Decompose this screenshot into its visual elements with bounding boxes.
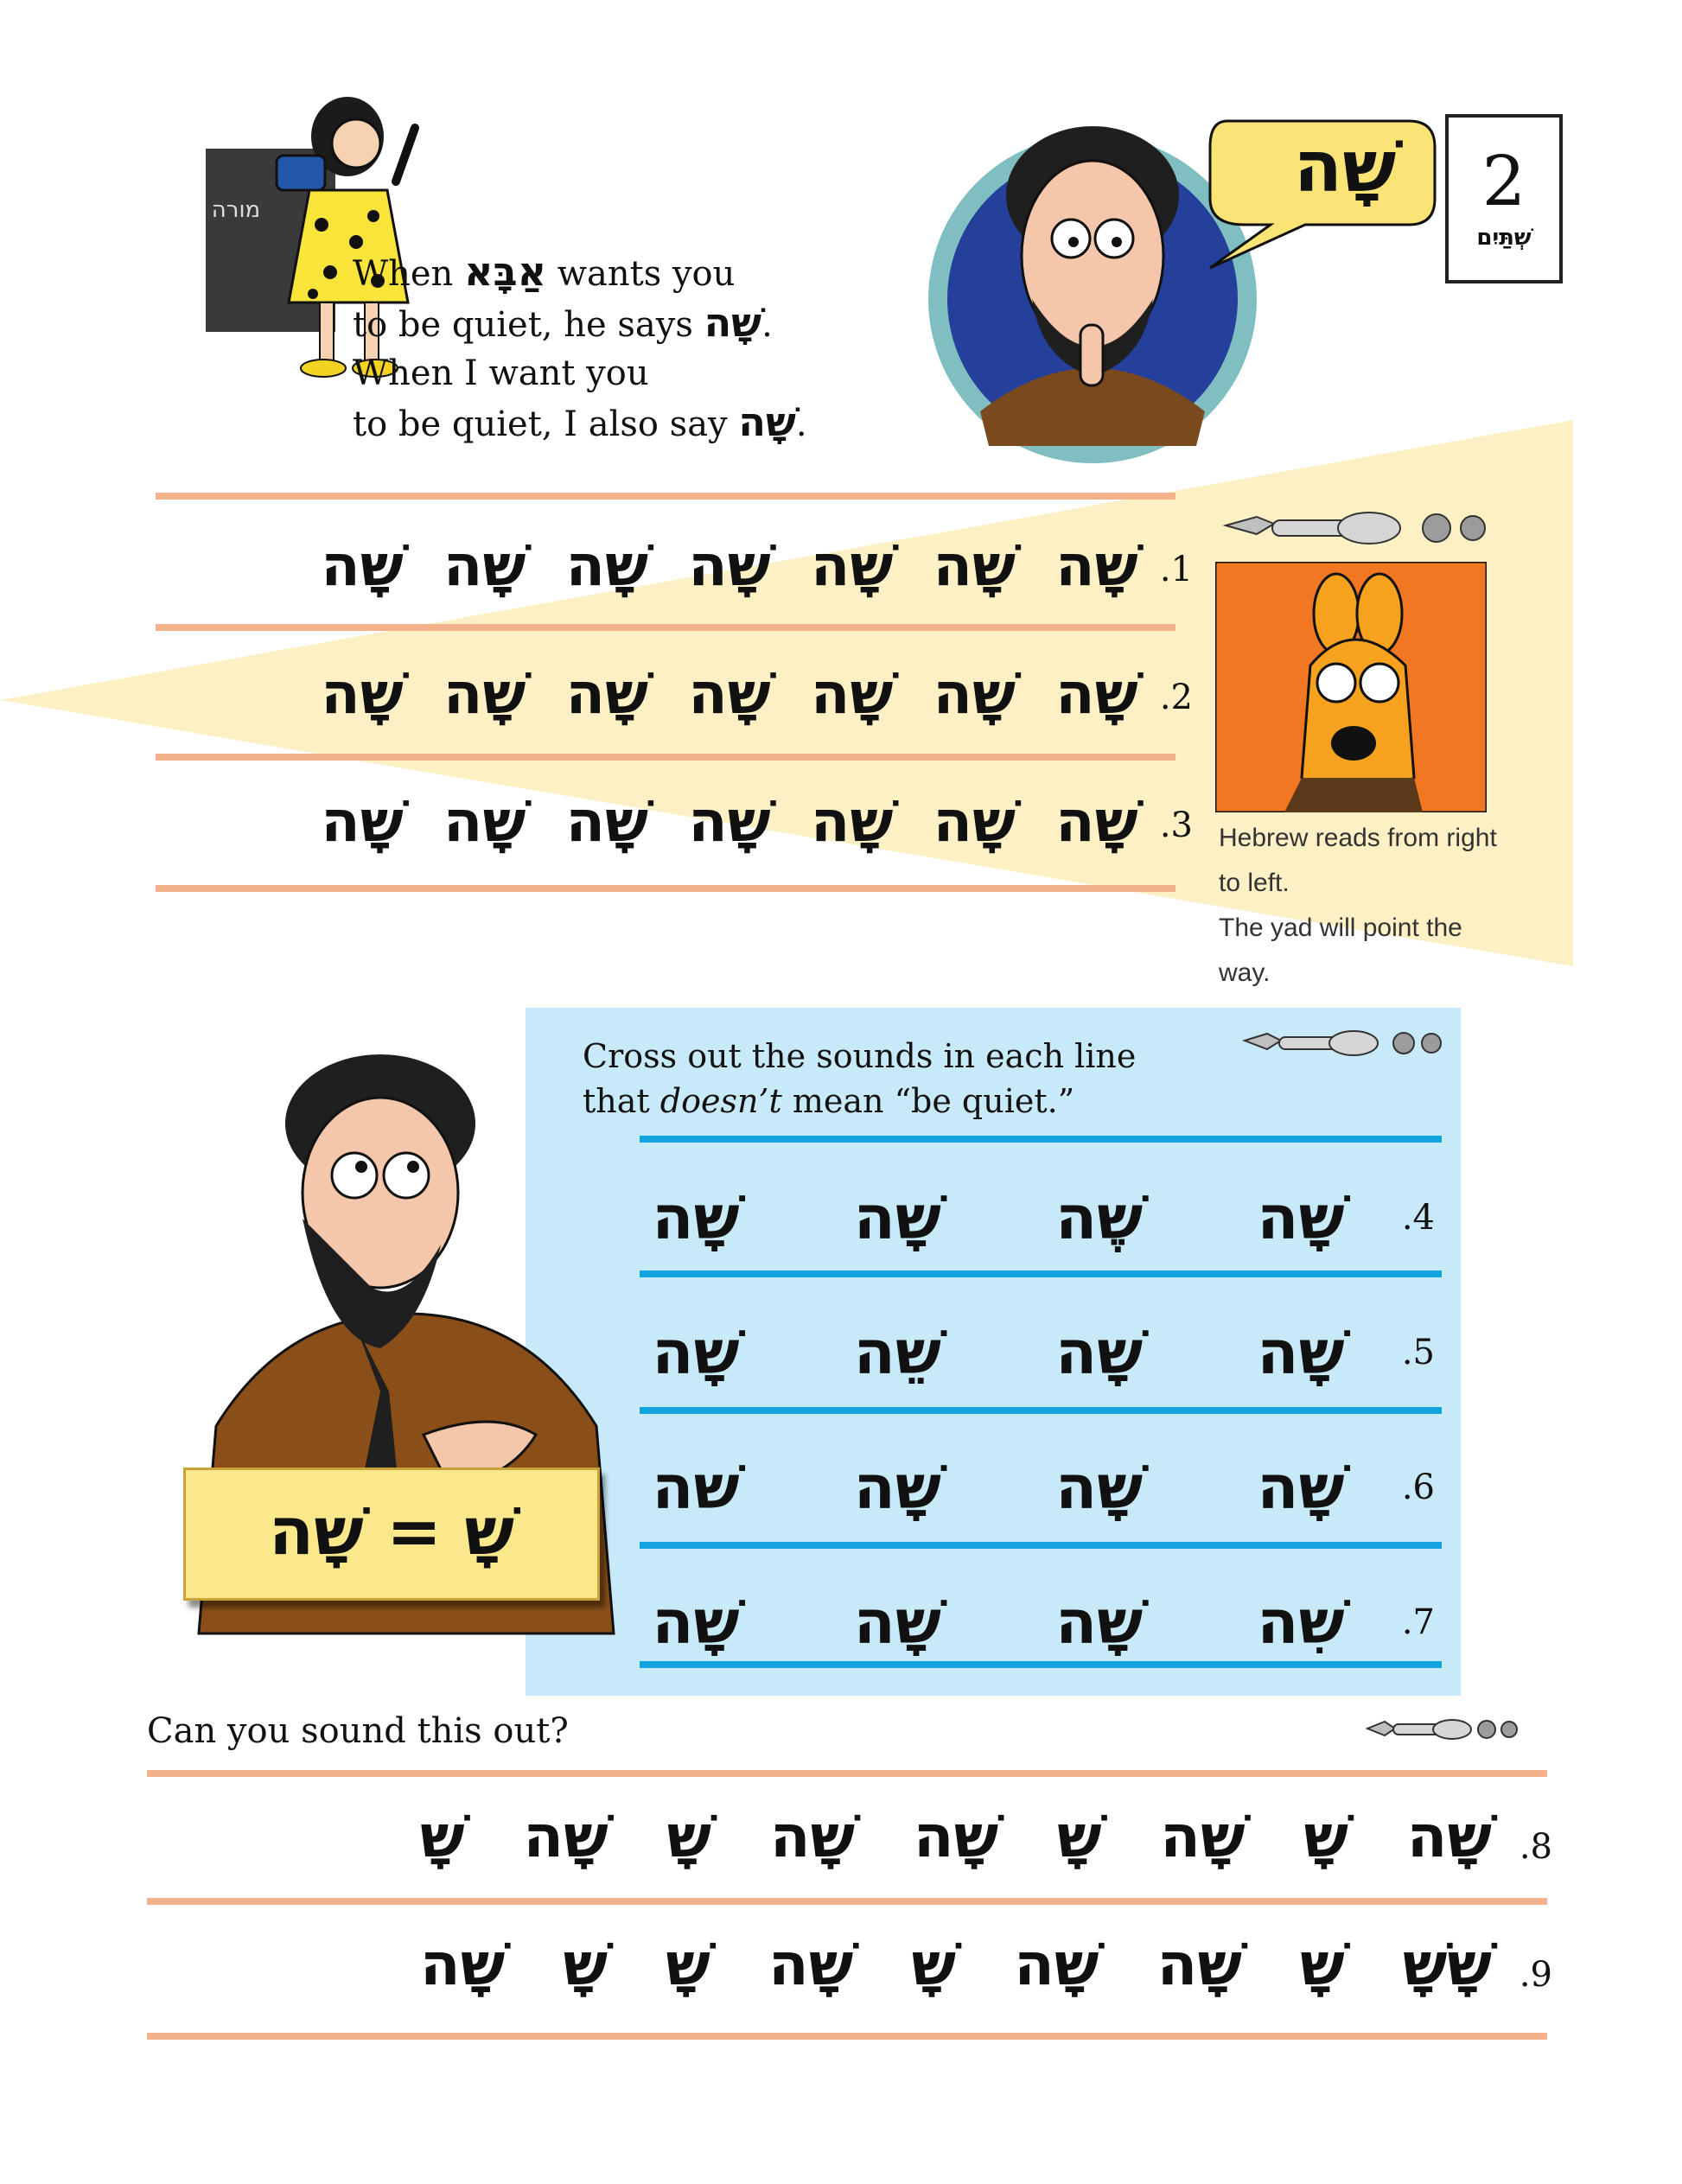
dog-picture — [1215, 562, 1487, 812]
hebrew-syllable: שָׁ — [666, 1803, 712, 1871]
yad-pointer-icon — [1222, 505, 1499, 553]
hebrew-syllable: שָׁה — [1406, 1803, 1492, 1871]
yad-caption — [1219, 816, 1504, 996]
intro-paragraph — [353, 247, 837, 449]
yad-pointer-icon — [1241, 1025, 1449, 1063]
hebrew-syllable: שָׁה — [443, 532, 526, 599]
page-number: 2 — [1481, 141, 1526, 221]
intro-hebrew-word: אַבָּא — [464, 248, 547, 295]
instruction-text: mean “be quiet.” — [792, 1082, 1075, 1120]
reading-row-3 — [321, 783, 1193, 869]
hebrew-syllable: שָׁ — [911, 1931, 957, 1999]
hebrew-syllable: שָׁה — [565, 788, 649, 855]
row-number: .8 — [1519, 1827, 1552, 1867]
hebrew-syllable: שָׁה — [688, 532, 771, 599]
hebrew-syllable[interactable]: שָׁה — [853, 1587, 941, 1658]
hebrew-syllable[interactable]: שָׁה — [652, 1182, 740, 1253]
exercise-divider — [640, 1136, 1442, 1143]
yad-caption-line: Hebrew reads from right to left. — [1219, 824, 1497, 897]
exercise-divider — [640, 1542, 1442, 1549]
yad-pointer-icon — [1366, 1715, 1521, 1746]
reading-row-1 — [321, 527, 1193, 614]
hebrew-syllable[interactable]: שָׁה — [1055, 1452, 1144, 1523]
hebrew-syllable[interactable]: שָׁה — [1257, 1182, 1345, 1253]
yad-caption-line: The yad will point the way. — [1219, 914, 1462, 987]
hebrew-syllable: שָׁשָׁ — [1402, 1931, 1492, 1999]
hebrew-syllable[interactable]: שָׁה — [1257, 1317, 1345, 1388]
hebrew-syllable: שָׁה — [565, 660, 649, 727]
hebrew-syllable[interactable]: שָׁה — [1257, 1452, 1345, 1523]
hebrew-syllable: שָׁה — [443, 788, 526, 855]
row-number: .3 — [1159, 805, 1193, 845]
sound-out-row-9 — [147, 1910, 1552, 2031]
exercise-row-4 — [640, 1149, 1435, 1270]
instruction-text: that — [583, 1082, 650, 1120]
hebrew-syllable[interactable]: שֵׁה — [853, 1317, 941, 1388]
hebrew-syllable: שָׁה — [523, 1803, 608, 1871]
hebrew-syllable[interactable]: שָׁה — [1055, 1587, 1144, 1658]
hebrew-syllable: שָׁה — [768, 1931, 854, 1999]
hebrew-syllable: שָׁ — [666, 1931, 710, 1999]
hebrew-syllable: שָׁ — [420, 1803, 465, 1871]
row-number: .1 — [1159, 550, 1193, 589]
hebrew-syllable: שָׁה — [420, 1931, 506, 1999]
exercise-instruction — [583, 1034, 1274, 1124]
hebrew-syllable: שָׁ — [563, 1931, 608, 1999]
exercise-row-7 — [640, 1554, 1435, 1675]
hebrew-syllable[interactable]: שָׁה — [1055, 1317, 1144, 1388]
hebrew-syllable: שָׁה — [1160, 1803, 1246, 1871]
exercise-divider — [640, 1407, 1442, 1414]
row-number: .5 — [1401, 1333, 1435, 1372]
hebrew-syllable[interactable]: שָׁה — [853, 1452, 941, 1523]
row-divider — [156, 493, 1175, 500]
intro-hebrew-word: שָׁה — [704, 299, 762, 346]
hebrew-syllable: שָׁה — [810, 660, 894, 727]
row-divider — [156, 754, 1175, 761]
sound-out-question: Can you sound this out? — [147, 1711, 569, 1751]
exercise-divider — [640, 1661, 1442, 1668]
hebrew-syllable: שָׁ — [1056, 1803, 1102, 1871]
row-number: .9 — [1519, 1955, 1552, 1995]
page-number-box — [1445, 114, 1563, 283]
hebrew-syllable: שָׁה — [933, 788, 1016, 855]
hebrew-syllable: שָׁה — [810, 788, 894, 855]
exercise-divider — [640, 1270, 1442, 1277]
hebrew-syllable: שָׁה — [321, 660, 404, 727]
intro-text: . — [795, 404, 807, 444]
exercise-row-6 — [640, 1419, 1435, 1540]
hebrew-syllable: שָׁה — [1156, 1931, 1242, 1999]
intro-hebrew-word: שָׁה — [738, 398, 796, 445]
hebrew-syllable: שָׁה — [810, 532, 894, 599]
exercise-row-5 — [640, 1284, 1435, 1405]
hebrew-syllable[interactable]: שׁה — [652, 1452, 740, 1523]
speech-bubble-text: שָׁה — [1293, 126, 1397, 208]
hebrew-syllable: שָׁה — [688, 660, 771, 727]
row-number: .7 — [1401, 1602, 1435, 1642]
intro-text: wants you — [557, 254, 736, 294]
hebrew-syllable[interactable]: שָׁה — [853, 1182, 941, 1253]
row-divider — [147, 1898, 1547, 1905]
hebrew-syllable: שָׁה — [933, 660, 1016, 727]
equation-sign-text: שָׁ = שָׁה — [268, 1493, 515, 1570]
row-divider — [156, 885, 1175, 892]
hebrew-syllable[interactable]: שֶׁה — [1055, 1182, 1144, 1253]
row-number: .4 — [1401, 1198, 1435, 1238]
hebrew-syllable: שָׁה — [321, 532, 404, 599]
row-number: .2 — [1159, 678, 1193, 717]
hebrew-syllable: שָׁה — [1014, 1931, 1099, 1999]
teacher-sign-label: מורה — [211, 197, 261, 223]
hebrew-syllable: שָׁ — [1303, 1803, 1348, 1871]
row-divider — [147, 2033, 1547, 2040]
hebrew-syllable: שָׁה — [688, 788, 771, 855]
hebrew-syllable: שָׁה — [565, 532, 649, 599]
row-divider — [147, 1770, 1547, 1777]
hebrew-syllable: שָׁה — [933, 532, 1016, 599]
hebrew-syllable[interactable]: שִׁה — [1257, 1587, 1345, 1658]
hebrew-syllable: שָׁה — [1055, 788, 1138, 855]
intro-text: to be quiet, I also say — [353, 404, 728, 444]
hebrew-syllable: שָׁה — [769, 1803, 856, 1871]
sound-out-row-8 — [147, 1782, 1552, 1903]
equation-sign — [183, 1468, 600, 1601]
hebrew-syllable: שָׁה — [913, 1803, 999, 1871]
page-number-hebrew: שְׁתַּיִם — [1476, 225, 1532, 251]
hebrew-syllable: שָׁה — [1055, 660, 1138, 727]
hebrew-syllable: שָׁ — [1300, 1931, 1345, 1999]
reading-row-2 — [321, 655, 1193, 742]
hebrew-syllable[interactable]: שָׁה — [652, 1317, 740, 1388]
instruction-emphasis: doesn’t — [659, 1082, 782, 1120]
hebrew-syllable: שָׁה — [1055, 532, 1138, 599]
intro-text: When I want you — [353, 353, 649, 393]
intro-text: to be quiet, he says — [353, 305, 693, 345]
row-number: .6 — [1401, 1468, 1435, 1507]
hebrew-syllable[interactable]: שָׁה — [652, 1587, 740, 1658]
intro-text: When — [353, 254, 454, 294]
intro-text: . — [761, 305, 773, 345]
row-divider — [156, 624, 1175, 631]
hebrew-syllable: שָׁה — [443, 660, 526, 727]
hebrew-syllable: שָׁה — [321, 788, 404, 855]
instruction-line: Cross out the sounds in each line — [583, 1037, 1137, 1075]
